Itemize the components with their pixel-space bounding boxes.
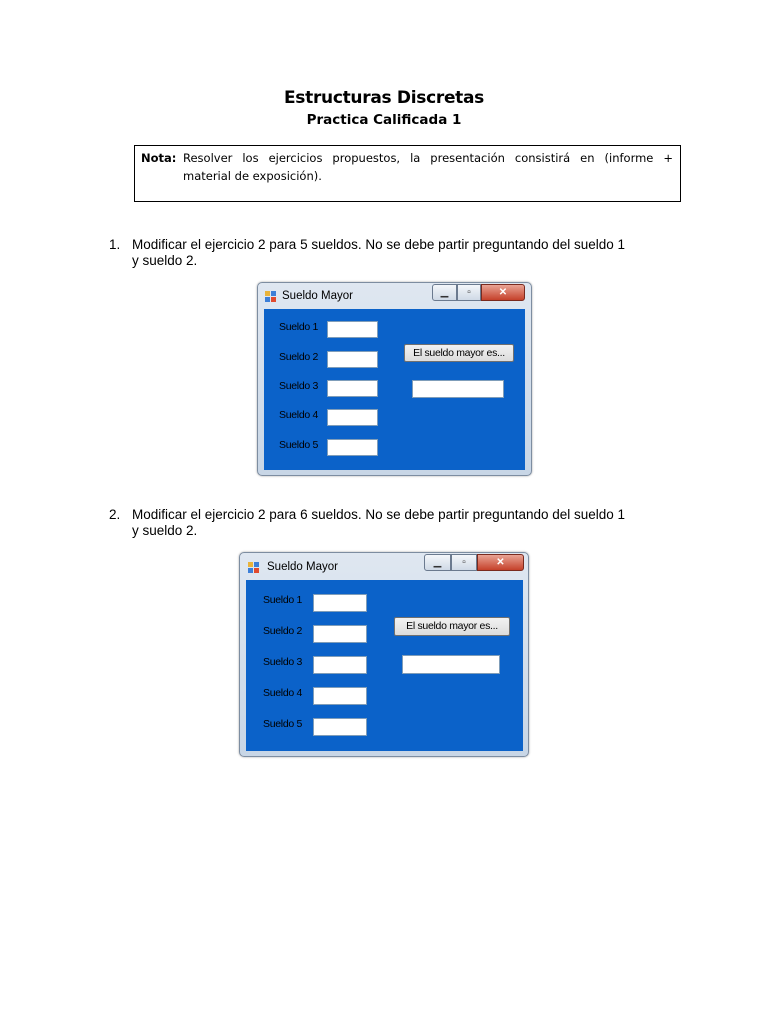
window-client-area	[264, 309, 525, 470]
sueldo-2-input[interactable]	[313, 625, 367, 643]
sueldo-4-input[interactable]	[313, 687, 367, 705]
sueldo-3-input[interactable]	[313, 656, 367, 674]
sueldo-4-input[interactable]	[327, 409, 378, 426]
label-sueldo-1: Sueldo 1	[279, 321, 319, 333]
minimize-icon[interactable]: ▁	[424, 554, 451, 571]
maximize-icon[interactable]: ▫	[451, 554, 477, 571]
close-icon[interactable]: ✕	[481, 284, 525, 301]
document-subtitle: Practica Calificada 1	[306, 112, 462, 128]
sueldo-mayor-button[interactable]: El sueldo mayor es...	[404, 344, 514, 362]
sueldo-mayor-window-2	[239, 552, 529, 757]
result-output	[412, 380, 504, 398]
sueldo-1-input[interactable]	[313, 594, 367, 612]
label-sueldo-4: Sueldo 4	[279, 409, 319, 421]
note-label: Nota:	[141, 151, 177, 165]
label-sueldo-2: Sueldo 2	[263, 625, 303, 637]
sueldo-3-input[interactable]	[327, 380, 378, 397]
label-sueldo-5: Sueldo 5	[263, 718, 303, 730]
item-number: 1.	[109, 237, 121, 252]
label-sueldo-3: Sueldo 3	[279, 380, 319, 392]
sueldo-mayor-button[interactable]: El sueldo mayor es...	[394, 617, 510, 636]
item-line-1: Modificar el ejercicio 2 para 5 sueldos. No se debe partir preguntando del sueldo 1	[132, 237, 626, 252]
item-line-2: y sueldo 2.	[132, 523, 198, 538]
close-icon[interactable]: ✕	[477, 554, 524, 571]
app-window-icon	[265, 291, 277, 303]
maximize-icon[interactable]: ▫	[457, 284, 481, 301]
minimize-icon[interactable]: ▁	[432, 284, 457, 301]
label-sueldo-4: Sueldo 4	[263, 687, 303, 699]
label-sueldo-3: Sueldo 3	[263, 656, 303, 668]
note-text	[183, 149, 673, 185]
sueldo-1-input[interactable]	[327, 321, 378, 338]
note-box	[134, 145, 681, 202]
result-output	[402, 655, 500, 674]
window-title: Sueldo Mayor	[282, 290, 353, 302]
sueldo-5-input[interactable]	[327, 439, 378, 456]
window-client-area	[246, 580, 523, 751]
item-line-1: Modificar el ejercicio 2 para 6 sueldos. No se debe partir preguntando del sueldo 1	[132, 507, 626, 522]
window-title: Sueldo Mayor	[267, 561, 338, 573]
label-sueldo-5: Sueldo 5	[279, 439, 319, 451]
sueldo-mayor-window-1	[257, 282, 532, 476]
sueldo-5-input[interactable]	[313, 718, 367, 736]
document-title: Estructuras Discretas	[283, 88, 484, 108]
item-line-2: y sueldo 2.	[132, 253, 198, 268]
label-sueldo-2: Sueldo 2	[279, 351, 319, 363]
note-line-2: material de exposición).	[183, 169, 322, 183]
sueldo-2-input[interactable]	[327, 351, 378, 368]
label-sueldo-1: Sueldo 1	[263, 594, 303, 606]
app-window-icon	[248, 562, 260, 574]
note-line-1: Resolver los ejercicios propuestos, la presentación consistirá en (informe +	[183, 151, 673, 165]
item-number: 2.	[109, 507, 121, 522]
